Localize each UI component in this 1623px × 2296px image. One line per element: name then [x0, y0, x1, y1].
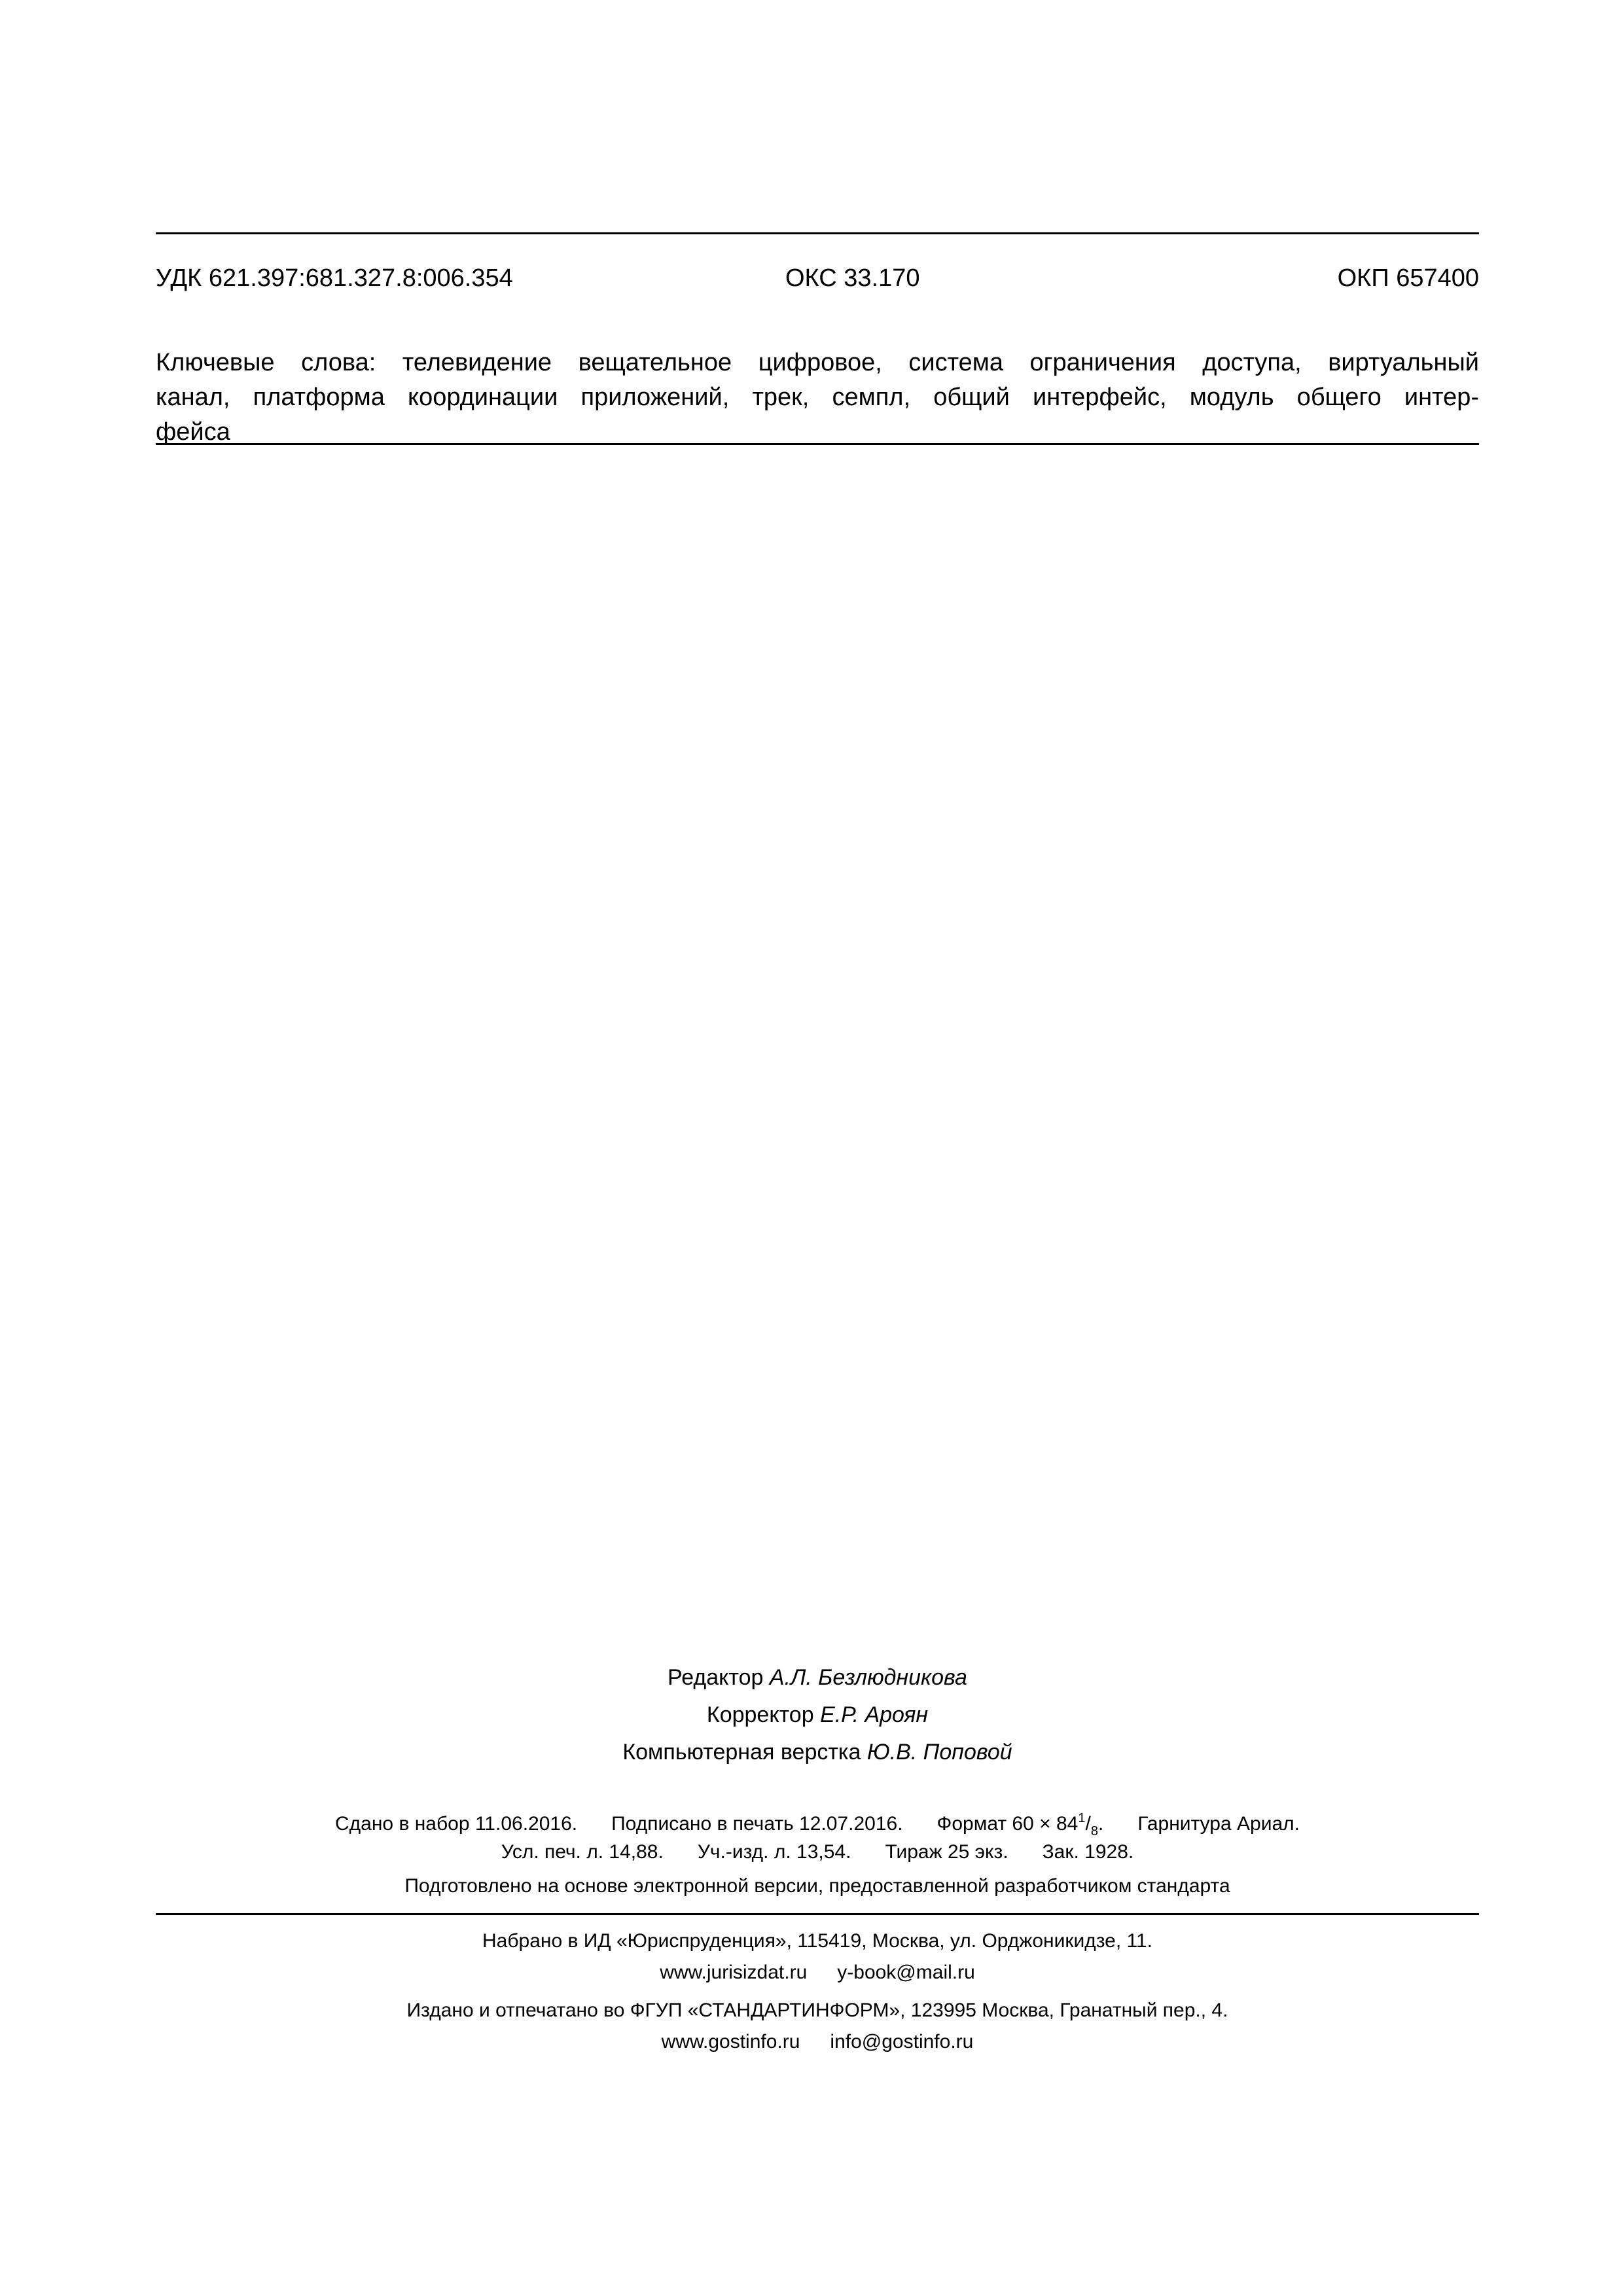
keywords-rule	[156, 443, 1479, 445]
oks-code: ОКС 33.170	[785, 264, 920, 292]
order-number: Зак. 1928.	[1042, 1841, 1134, 1863]
imprint-line-1	[156, 1801, 1479, 1839]
typeface: Гарнитура Ариал.	[1137, 1813, 1300, 1835]
published-email-link[interactable]: info@gostinfo.ru	[830, 2031, 974, 2053]
layout-credit	[156, 1734, 1479, 1771]
imprint-line-2	[156, 1835, 1479, 1869]
prepared-note: Подготовлено на основе электронной версии, предоставленной разработчиком стандарта	[404, 1875, 1230, 1897]
editor-name: А.Л. Безлюдникова	[769, 1665, 967, 1690]
layout-name: Ю.В. Поповой	[866, 1740, 1012, 1765]
imprint-block	[156, 1801, 1479, 1903]
print-sheets: Усл. печ. л. 14,88.	[501, 1841, 664, 1863]
editor-label: Редактор	[668, 1665, 764, 1690]
udk-code: УДК 621.397:681.327.8:006.354	[156, 264, 513, 292]
layout-label: Компьютерная верстка	[622, 1740, 861, 1765]
keywords-line: фейса	[156, 418, 230, 446]
published-site-link[interactable]: www.gostinfo.ru	[661, 2031, 800, 2053]
credits-block	[156, 1659, 1479, 1771]
circulation: Тираж 25 экз.	[885, 1841, 1008, 1863]
top-rule	[156, 232, 1479, 234]
signed-date: Подписано в печать 12.07.2016.	[611, 1813, 903, 1835]
typeset-email-link[interactable]: y-book@mail.ru	[837, 1962, 975, 1983]
typeset-site-link[interactable]: www.jurisizdat.ru	[660, 1962, 808, 1983]
corrector-label: Корректор	[706, 1702, 814, 1727]
published-contacts	[156, 2026, 1479, 2058]
keywords-line: Ключевые слова: телевидение вещательное цифровое, система ограничения доступа, виртуальный	[156, 349, 1479, 376]
imprint-rule	[156, 1913, 1479, 1915]
typeset-date: Сдано в набор 11.06.2016.	[335, 1813, 578, 1835]
typeset-contacts	[156, 1957, 1479, 1988]
corrector-credit	[156, 1696, 1479, 1734]
keywords-line: канал, платформа координации приложений, трек, семпл, общий интерфейс, модуль общего интер-	[156, 384, 1479, 411]
editor-credit	[156, 1659, 1479, 1696]
publisher-sheets: Уч.-изд. л. 13,54.	[697, 1841, 851, 1863]
print-house-block	[156, 1926, 1479, 2058]
corrector-name: Е.Р. Ароян	[820, 1702, 929, 1727]
classification-codes	[156, 262, 1479, 295]
paper-format: Формат $60 \times 84^1/_8$.	[936, 1811, 1104, 1839]
keywords-paragraph	[156, 346, 1479, 450]
typeset-by: Набрано в ИД «Юриспруденция», 115419, Москва, ул. Орджоникидзе, 11.	[482, 1930, 1152, 1952]
okp-code: ОКП 657400	[1337, 264, 1479, 292]
published-by: Издано и отпечатано во ФГУП «СТАНДАРТИНФОРМ», 123995 Москва, Гранатный пер., 4.	[406, 2000, 1228, 2021]
